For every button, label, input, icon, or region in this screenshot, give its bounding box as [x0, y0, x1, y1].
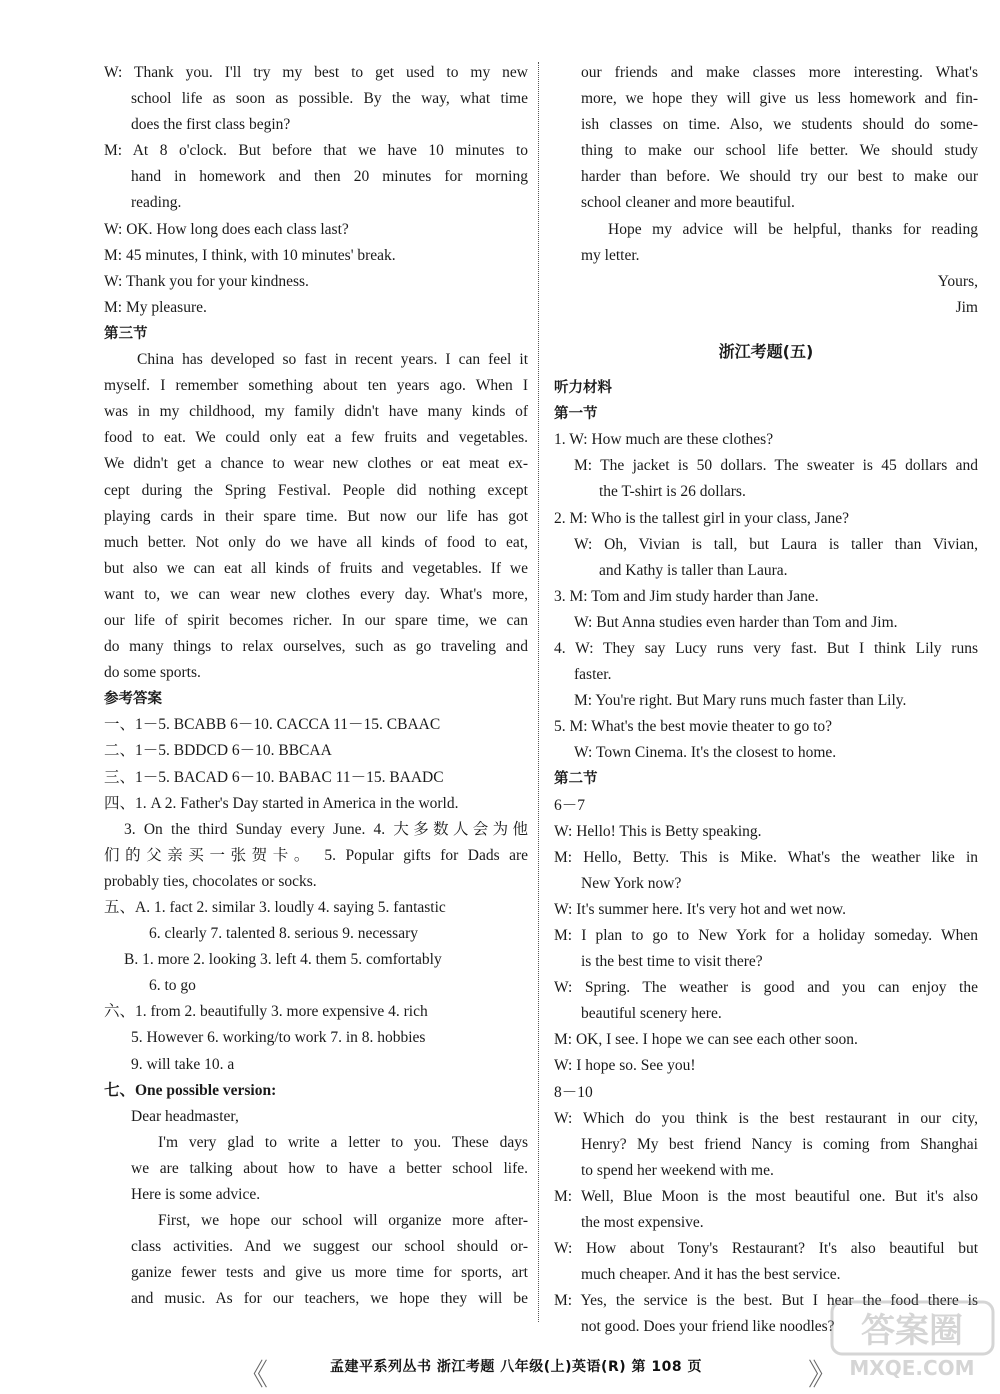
- left-column-line: M: At 8 o'clock. But before that we have 10 minutes to: [104, 142, 528, 160]
- left-column-line: but also we can eat all kinds of fruits and vegetables. If we: [104, 559, 528, 577]
- left-column-line: playing cards in their spare time. But now our life has got: [104, 507, 528, 525]
- left-column-line: ganize fewer tests and give us more time for sports, art: [131, 1264, 528, 1282]
- left-column-line: B. 1. more 2. looking 3. left 4. them 5. comfortably: [124, 951, 442, 969]
- footer-left-arrow-icon: 《: [238, 1358, 268, 1393]
- right-column-line: Yours,: [937, 272, 978, 290]
- right-column-line: M: I plan to go to New York for a holiday someday. When: [554, 927, 978, 944]
- left-column-line: W: OK. How long does each class last?: [104, 220, 349, 238]
- right-column-line: 3. M: Tom and Jim study harder than Jane.: [554, 587, 819, 605]
- left-column: [104, 60, 528, 1313]
- right-column-line: Henry? My best friend Nancy is coming from Shanghai: [581, 1135, 978, 1153]
- right-column-line: school cleaner and more beautiful.: [581, 194, 795, 212]
- left-column-line: W: Thank you for your kindness.: [104, 272, 309, 290]
- right-column-line: our friends and make classes more interesting. What's: [581, 64, 978, 81]
- left-column-line: Here is some advice.: [131, 1186, 261, 1204]
- right-column-line: New York now?: [581, 874, 682, 892]
- right-column-line: W: I hope so. See you!: [554, 1057, 696, 1075]
- right-column-line: M: Yes, the service is the best. But I hear the food there is: [554, 1292, 978, 1310]
- left-column-line: 9. will take 10. a: [131, 1055, 235, 1073]
- right-column-line: much cheaper. And it has the best service.: [581, 1266, 841, 1284]
- left-column-line: 七、One possible version:: [104, 1081, 277, 1099]
- right-column-line: W: Town Cinema. It's the closest to home.: [574, 744, 837, 762]
- right-column-line: is the best time to visit there?: [581, 953, 763, 971]
- left-column-line: 参考答案: [104, 691, 162, 708]
- right-column-line: 听力材料: [554, 380, 612, 397]
- left-column-line: We didn't get a chance to wear new clothes or eat meat ex-: [104, 455, 528, 473]
- watermark-line2: MXQE.COM: [849, 1356, 975, 1380]
- left-column-line: do many things to relax ourselves, such as go traveling and: [104, 638, 528, 656]
- right-column-line: W: Hello! This is Betty speaking.: [554, 822, 762, 840]
- left-column-line: 四、1. A 2. Father's Day started in America in the world.: [104, 794, 459, 812]
- right-column-line: Jim: [955, 298, 978, 316]
- right-column-line: thing to make our school life better. We should study: [581, 142, 978, 160]
- right-column-line: 浙江考题(五): [718, 341, 814, 361]
- right-column-line: 2. M: Who is the tallest girl in your class, Jane?: [554, 509, 850, 527]
- right-column-line: to spend her weekend with me.: [581, 1161, 774, 1179]
- left-column-line: school life as soon as possible. By the way, what time: [131, 90, 528, 108]
- right-column-line: W: It's summer here. It's very hot and wet now.: [554, 900, 846, 918]
- right-column-line: M: OK, I see. I hope we can see each other soon.: [554, 1031, 858, 1049]
- footer-text: 孟建平系列丛书 浙江考题 八年级(上)英语(R) 第 108 页: [330, 1359, 702, 1375]
- right-column: [554, 60, 978, 1341]
- right-column-line: 6－7: [554, 796, 586, 814]
- left-column-line: 6. to go: [149, 977, 196, 995]
- right-column-line: the most expensive.: [581, 1214, 704, 1232]
- left-column-line: M: 45 minutes, I think, with 10 minutes' break.: [104, 246, 396, 264]
- left-column-line: we are talking about how to have a better school life.: [131, 1159, 528, 1177]
- left-column-line: 3. On the third Sunday every June. 4. 大多数人会为他: [124, 820, 528, 838]
- column-divider: [538, 62, 539, 1322]
- right-column-line: ish classes on time. Also, we students should do some-: [581, 116, 978, 134]
- left-column-line: class activities. And we suggest our school should or-: [131, 1238, 528, 1256]
- right-column-line: 1. W: How much are these clothes?: [554, 431, 774, 449]
- right-column-line: 5. M: What's the best movie theater to go to?: [554, 718, 833, 736]
- left-column-line: food to eat. We could only eat a few fruits and vegetables.: [104, 429, 528, 447]
- footer-right-arrow-icon: 》: [808, 1358, 838, 1393]
- right-column-line: W: How about Tony's Restaurant? It's also beautiful but: [554, 1240, 978, 1258]
- right-column-line: W: But Anna studies even harder than Tom and Jim.: [574, 613, 898, 631]
- left-column-line: does the first class begin?: [131, 116, 291, 134]
- right-column-line: not good. Does your friend like noodles?: [581, 1318, 835, 1336]
- left-column-line: China has developed so fast in recent years. I can feel it: [137, 351, 528, 369]
- right-column-line: W: Oh, Vivian is tall, but Laura is taller than Vivian,: [574, 535, 978, 553]
- right-column-line: 8－10: [554, 1083, 593, 1101]
- left-column-line: 二、1－5. BDDCD 6－10. BBCAA: [104, 742, 332, 760]
- watermark-logo: [830, 1300, 995, 1380]
- left-column-line: our life of spirit becomes richer. In our spare time, we can: [104, 611, 528, 629]
- right-column-line: harder than before. We should try our best to make our: [581, 168, 978, 186]
- left-column-line: 5. However 6. working/to work 7. in 8. hobbies: [131, 1029, 426, 1047]
- right-column-line: M: Hello, Betty. This is Mike. What's the weather like in: [554, 848, 978, 866]
- right-column-line: M: You're right. But Mary runs much faster than Lily.: [574, 692, 907, 710]
- left-column-line: probably ties, chocolates or socks.: [104, 872, 317, 890]
- left-column-line: 第三节: [104, 325, 148, 342]
- right-column-line: M: The jacket is 50 dollars. The sweater is 45 dollars and: [574, 457, 978, 475]
- watermark-line1: 答案圈: [861, 1311, 963, 1351]
- right-column-line: W: Spring. The weather is good and you can enjoy the: [554, 979, 978, 997]
- left-column-line: and music. As for our teachers, we hope they will be: [131, 1290, 528, 1308]
- right-column-line: and Kathy is taller than Laura.: [599, 561, 788, 579]
- left-column-line: Dear headmaster,: [131, 1107, 239, 1125]
- left-column-line: I'm very glad to write a letter to you. These days: [158, 1133, 528, 1151]
- right-column-line: M: Well, Blue Moon is the most beautiful one. But it's also: [554, 1187, 978, 1205]
- left-column-line: much better. Not only do we have all kinds of food to eat,: [104, 533, 528, 551]
- right-column-line: my letter.: [581, 246, 640, 264]
- right-column-line: beautiful scenery here.: [581, 1005, 722, 1023]
- right-column-line: the T-shirt is 26 dollars.: [599, 483, 746, 501]
- left-column-line: hand in homework and then 20 minutes for morning: [131, 168, 528, 186]
- left-column-line: 五、A. 1. fact 2. similar 3. loudly 4. saying 5. fantastic: [104, 899, 446, 916]
- left-column-line: M: My pleasure.: [104, 298, 207, 316]
- right-column-line: faster.: [574, 666, 612, 684]
- left-column-line: 三、1－5. BACAD 6－10. BABAC 11－15. BAADC: [104, 768, 444, 786]
- left-column-line: cept during the Spring Festival. People did nothing except: [104, 481, 528, 499]
- right-column-line: more, we hope they will give us less homework and fin-: [581, 90, 978, 108]
- left-column-line: W: Thank you. I'll try my best to get used to my new: [104, 64, 528, 81]
- left-column-line: want to, we can wear new clothes every day. What's more,: [104, 585, 528, 603]
- right-column-line: 4. W: They say Lucy runs very fast. But I think Lily runs: [554, 639, 978, 657]
- left-column-line: 们的父亲买一张贺卡。 5. Popular gifts for Dads are: [104, 846, 528, 864]
- right-column-line: 第一节: [554, 406, 598, 423]
- left-column-line: First, we hope our school will organize more after-: [158, 1212, 528, 1230]
- left-column-line: 一、1－5. BCABB 6－10. CACCA 11－15. CBAAC: [104, 716, 441, 734]
- left-column-line: myself. I remember something about ten years ago. When I: [104, 377, 528, 395]
- left-column-line: do some sports.: [104, 664, 201, 682]
- right-column-line: 第二节: [554, 771, 598, 788]
- right-column-line: W: Which do you think is the best restaurant in our city,: [554, 1109, 978, 1127]
- left-column-line: 6. clearly 7. talented 8. serious 9. necessary: [149, 925, 419, 943]
- left-column-line: reading.: [131, 194, 182, 212]
- left-column-line: 六、1. from 2. beautifully 3. more expensive 4. rich: [104, 1003, 428, 1021]
- right-column-line: Hope my advice will be helpful, thanks for reading: [608, 220, 978, 238]
- left-column-line: was in my childhood, my family didn't have many kinds of: [104, 403, 528, 421]
